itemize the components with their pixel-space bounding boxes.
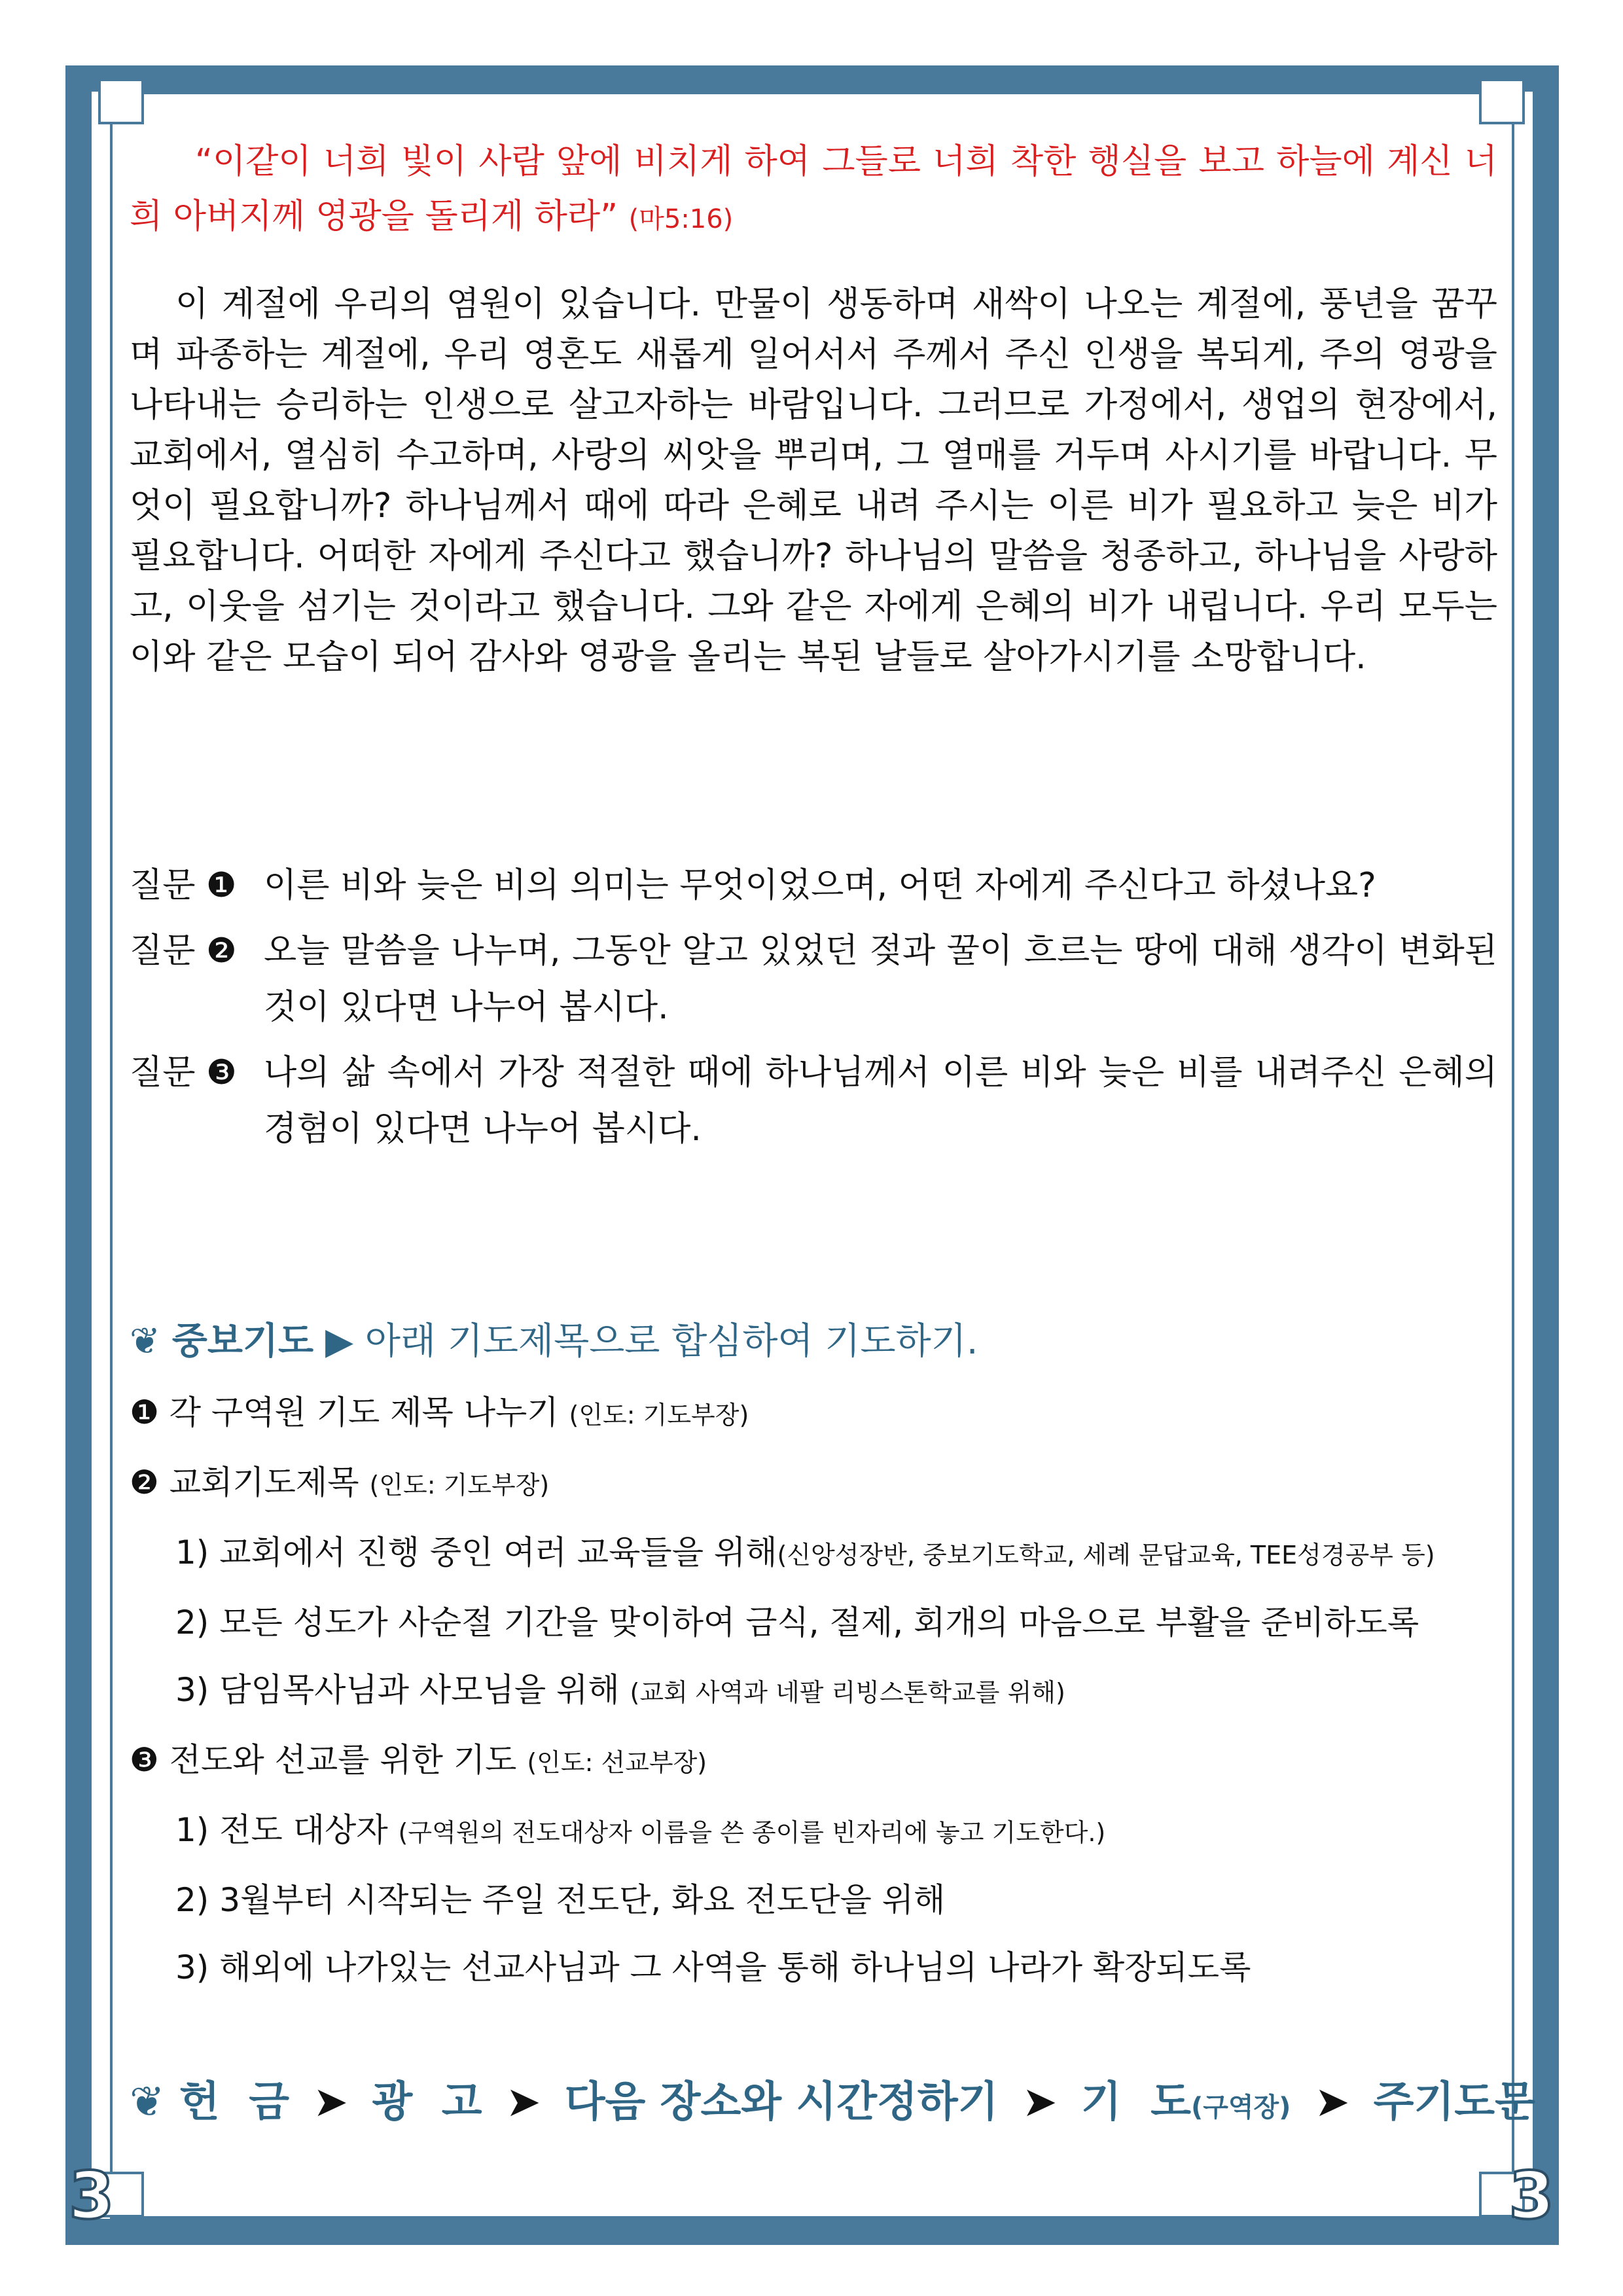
meeting-order-footer (130, 2068, 1535, 2128)
body-paragraph: 이 계절에 우리의 염원이 있습니다. 만물이 생동하며 새싹이 나오는 계절에, 풍년을 꿈꾸며 파종하는 계절에, 우리 영혼도 새롭게 일어서서 주께서 주신 인생을 복되게, 주의 영광을 나타내는 승리하는 인생으로 살고자하는 바람입니다. 그러므로 가정에서, 생업의 현장에서, 교회에서, 열심히 수고하며, 사랑의 씨앗을 뿌리며, 그 열매를 거두며 사시기를 바랍니다. 무엇이 필요합니까? 하나님께서 때에 따라 은혜로 내려 주시는 이른 비가 필요하고 늦은 비가 필요합니다. 어떠한 자에게 주신다고 했습니까? 하나님의 말씀을 청종하고, 하나님을 사랑하고, 이웃을 섬기는 것이라고 했습니다. 그와 같은 자에게 은혜의 비가 내립니다. 우리 모두는 이와 같은 모습이 되어 감사와 영광을 올리는 복된 날들로 살아가시기를 소망합니다. (130, 285, 1497, 677)
intercessory-prayer-section (130, 1312, 1497, 2001)
prayer-subitem (130, 1519, 1497, 1589)
page-number-left: 3 (69, 2157, 115, 2234)
prayer-item-number: ❸ (130, 1741, 159, 1779)
page-number-right: 3 (1508, 2157, 1554, 2234)
arrow-right-icon: ➤ (505, 2078, 541, 2126)
order-step-prayer: 기 도 (1080, 2078, 1191, 2126)
subitem-number: 1) (175, 1534, 209, 1571)
prayer-item-note: (인도: 기도부장) (569, 1401, 749, 1429)
subitem-number: 3) (175, 1948, 209, 1986)
prayer-subitem (130, 1589, 1497, 1657)
subitem-number: 2) (175, 1881, 209, 1919)
prayer-item-number: ❶ (130, 1393, 159, 1431)
prayer-subtitle: 아래 기도제목으로 합심하여 기도하기. (365, 1320, 978, 1363)
bible-verse (130, 134, 1497, 247)
prayer-item-note: (인도: 선교부장) (527, 1748, 707, 1777)
prayer-section-title (130, 1312, 1497, 1371)
subitem-text: 해외에 나가있는 선교사님과 그 사역을 통해 하나님의 나라가 확장되도록 (219, 1948, 1251, 1986)
prayer-item (130, 1727, 1497, 1797)
question-text: 나의 삶 속에서 가장 적절한 때에 하나님께서 이른 비와 늦은 비를 내려주신 은혜의 경험이 있다면 나누어 봅시다. (264, 1053, 1497, 1149)
prayer-item-title: 전도와 선교를 위한 기도 (169, 1741, 517, 1779)
question-label: 질문 ❸ (130, 1053, 237, 1092)
prayer-item-title: 교회기도제목 (169, 1463, 359, 1501)
prayer-subitem (130, 1867, 1497, 1934)
arrow-right-icon: ➤ (1314, 2078, 1350, 2126)
frame-corner-ornament (98, 79, 144, 124)
prayer-subitem (130, 1934, 1497, 2001)
subitem-text: 3월부터 시작되는 주일 전도단, 화요 전도단을 위해 (219, 1881, 946, 1919)
subitem-note: (신앙성장반, 중보기도학교, 세례 문답교육, TEE성경공부 등) (777, 1541, 1435, 1570)
prayer-subitem (130, 1797, 1497, 1867)
verse-text: “이같이 너희 빛이 사람 앞에 비치게 하여 그들로 너희 착한 행실을 보고 하늘에 계신 너희 아버지께 영광을 돌리게 하라” (130, 142, 1497, 236)
question-item (130, 923, 1497, 1035)
question-text: 이른 비와 늦은 비의 의미는 무엇이었으며, 어떤 자에게 주신다고 하셨나요? (264, 866, 1376, 905)
question-label: 질문 ❷ (130, 931, 237, 971)
order-step-lords-prayer: 주기도문 (1373, 2078, 1535, 2126)
main-content (130, 134, 1497, 683)
subitem-number: 1) (175, 1811, 209, 1849)
question-label: 질문 ❶ (130, 866, 237, 905)
question-item (130, 857, 1497, 914)
verse-reference: (마5:16) (628, 204, 734, 234)
prayer-item-title: 각 구역원 기도 제목 나누기 (169, 1393, 559, 1431)
subitem-text: 전도 대상자 (219, 1811, 388, 1849)
subitem-text: 모든 성도가 사순절 기간을 맞이하여 금식, 절제, 회개의 마음으로 부활을 준비하도록 (219, 1604, 1419, 1641)
order-step-announcements: 광 고 (372, 2078, 482, 2126)
subitem-text: 담임목사님과 사모님을 위해 (219, 1671, 620, 1709)
triangle-right-icon: ▶ (325, 1320, 354, 1363)
prayer-item-note: (인도: 기도부장) (369, 1471, 550, 1499)
flower-ornament-icon: ❦ (130, 1320, 160, 1363)
frame-corner-ornament (1479, 79, 1525, 124)
arrow-right-icon: ➤ (313, 2078, 349, 2126)
question-text: 오늘 말씀을 나누며, 그동안 알고 있었던 젖과 꿀이 흐르는 땅에 대해 생각이 변화된 것이 있다면 나누어 봅시다. (264, 931, 1497, 1027)
prayer-title: 중보기도 (171, 1320, 314, 1363)
flower-ornament-icon: ❦ (130, 2078, 165, 2126)
order-step-prayer-note: (구역장) (1190, 2092, 1291, 2123)
prayer-item (130, 1449, 1497, 1519)
order-step-next-meeting: 다음 장소와 시간정하기 (564, 2078, 999, 2126)
subitem-text: 교회에서 진행 중인 여러 교육들을 위해 (219, 1534, 777, 1571)
prayer-item (130, 1379, 1497, 1449)
subitem-number: 2) (175, 1604, 209, 1641)
arrow-right-icon: ➤ (1022, 2078, 1058, 2126)
question-item (130, 1045, 1497, 1157)
order-step-offering: 헌 금 (179, 2078, 290, 2126)
subitem-note: (교회 사역과 네팔 리빙스톤학교를 위해) (630, 1678, 1065, 1707)
subitem-note: (구역원의 전도대상자 이름을 쓴 종이를 빈자리에 놓고 기도한다.) (398, 1818, 1106, 1847)
discussion-questions (130, 857, 1497, 1166)
prayer-subitem (130, 1657, 1497, 1727)
subitem-number: 3) (175, 1671, 209, 1709)
prayer-item-number: ❷ (130, 1463, 159, 1501)
